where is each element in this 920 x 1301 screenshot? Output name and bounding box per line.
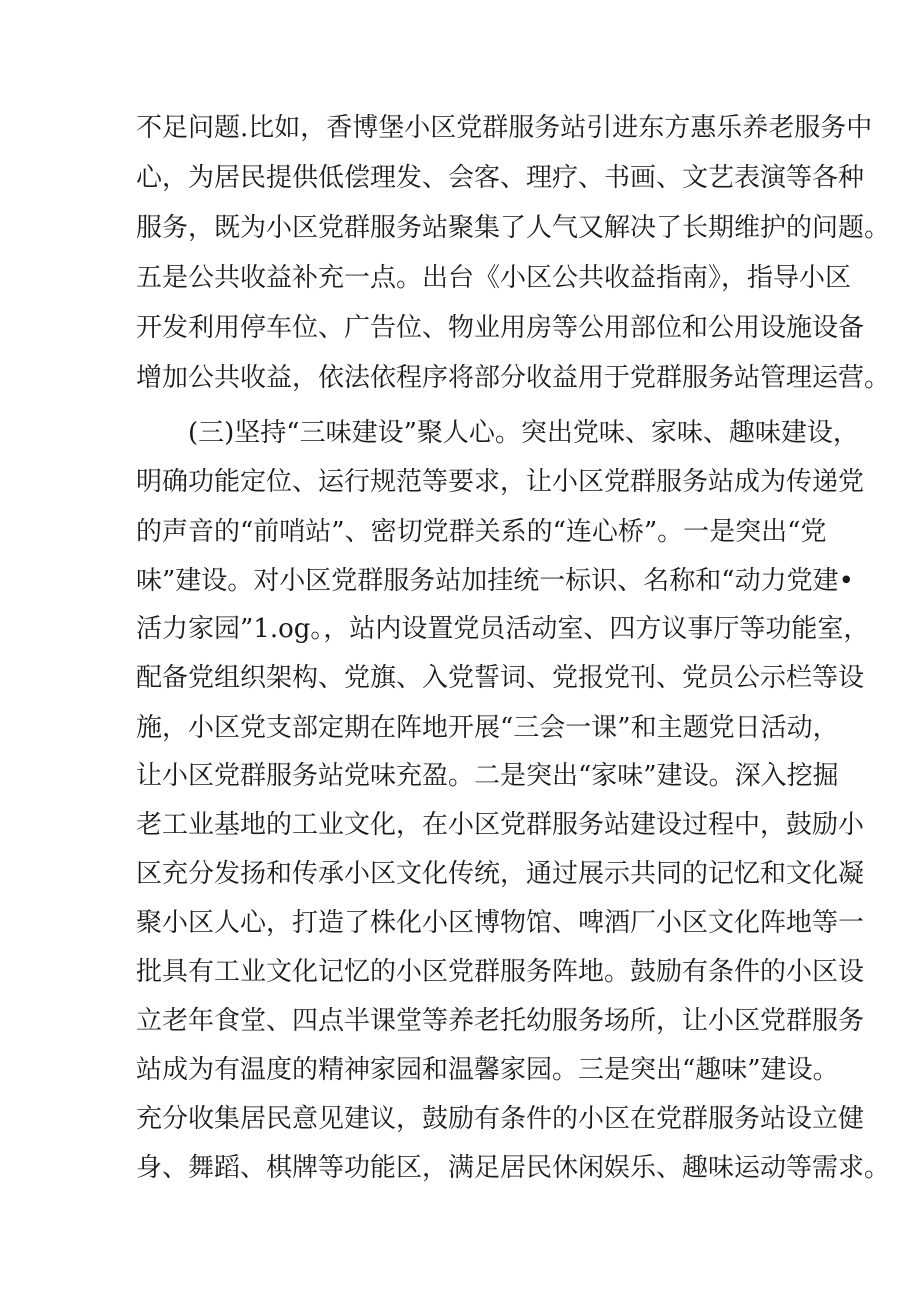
text-line: 增加公共收益，依法依程序将部分收益用于党群服务站管理运营。	[136, 363, 891, 393]
text-line: 味”建设。对小区党群服务站加挂统一标识、名称和“动力党建•	[136, 566, 854, 596]
text-line: 老工业基地的工业文化，在小区党群服务站建设过程中，鼓励小	[136, 810, 865, 840]
text-line: 配备党组织架构、党旗、入党誓词、党报党刊、党员公示栏等设	[136, 663, 865, 693]
text-line: 服务，既为小区党群服务站聚集了人气又解决了长期维护的问题。	[136, 213, 891, 243]
text-line: 充分收集居民意见建议，鼓励有条件的小区在党群服务站设立健	[136, 1104, 865, 1134]
text-line: 明确功能定位、运行规范等要求，让小区党群服务站成为传递党	[136, 467, 865, 497]
text-line: 五是公共收益补充一点。出台《小区公共收益指南》，指导小区	[136, 263, 852, 293]
paragraph-start-line: (三)坚持“三味建设”聚人心。突出党味、家味、趣味建设，	[188, 418, 859, 448]
text-line: 让小区党群服务站党味充盈。二是突出“家味”建设。深入挖掘	[136, 761, 839, 791]
text-line: 不足问题.比如，香博堡小区党群服务站引进东方惠乐养老服务中	[136, 113, 873, 143]
text-line: 聚小区人心，打造了株化小区博物馆、啤酒厂小区文化阵地等一	[136, 908, 865, 938]
text-line: 站成为有温度的精神家园和温馨家园。三是突出“趣味”建设。	[136, 1055, 839, 1085]
text-line: 活力家园”1.og。，站内设置党员活动室、四方议事厅等功能室，	[136, 614, 870, 644]
text-line: 批具有工业文化记忆的小区党群服务阵地。鼓励有条件的小区设	[136, 957, 865, 987]
text-line: 开发利用停车位、广告位、物业用房等公用部位和公用设施设备	[136, 313, 865, 343]
text-line: 身、舞蹈、棋牌等功能区，满足居民休闲娱乐、趣味运动等需求。	[136, 1153, 891, 1183]
text-line: 区充分发扬和传承小区文化传统，通过展示共同的记忆和文化凝	[136, 859, 865, 889]
text-line: 的声音的“前哨站”、密切党群关系的“连心桥”。一是突出“党	[136, 517, 827, 547]
text-line: 施，小区党支部定期在阵地开展“三会一课”和主题党日活动，	[136, 713, 839, 743]
text-line: 心，为居民提供低偿理发、会客、理疗、书画、文艺表演等各种	[136, 163, 865, 193]
text-line: 立老年食堂、四点半课堂等养老托幼服务场所，让小区党群服务	[136, 1006, 865, 1036]
